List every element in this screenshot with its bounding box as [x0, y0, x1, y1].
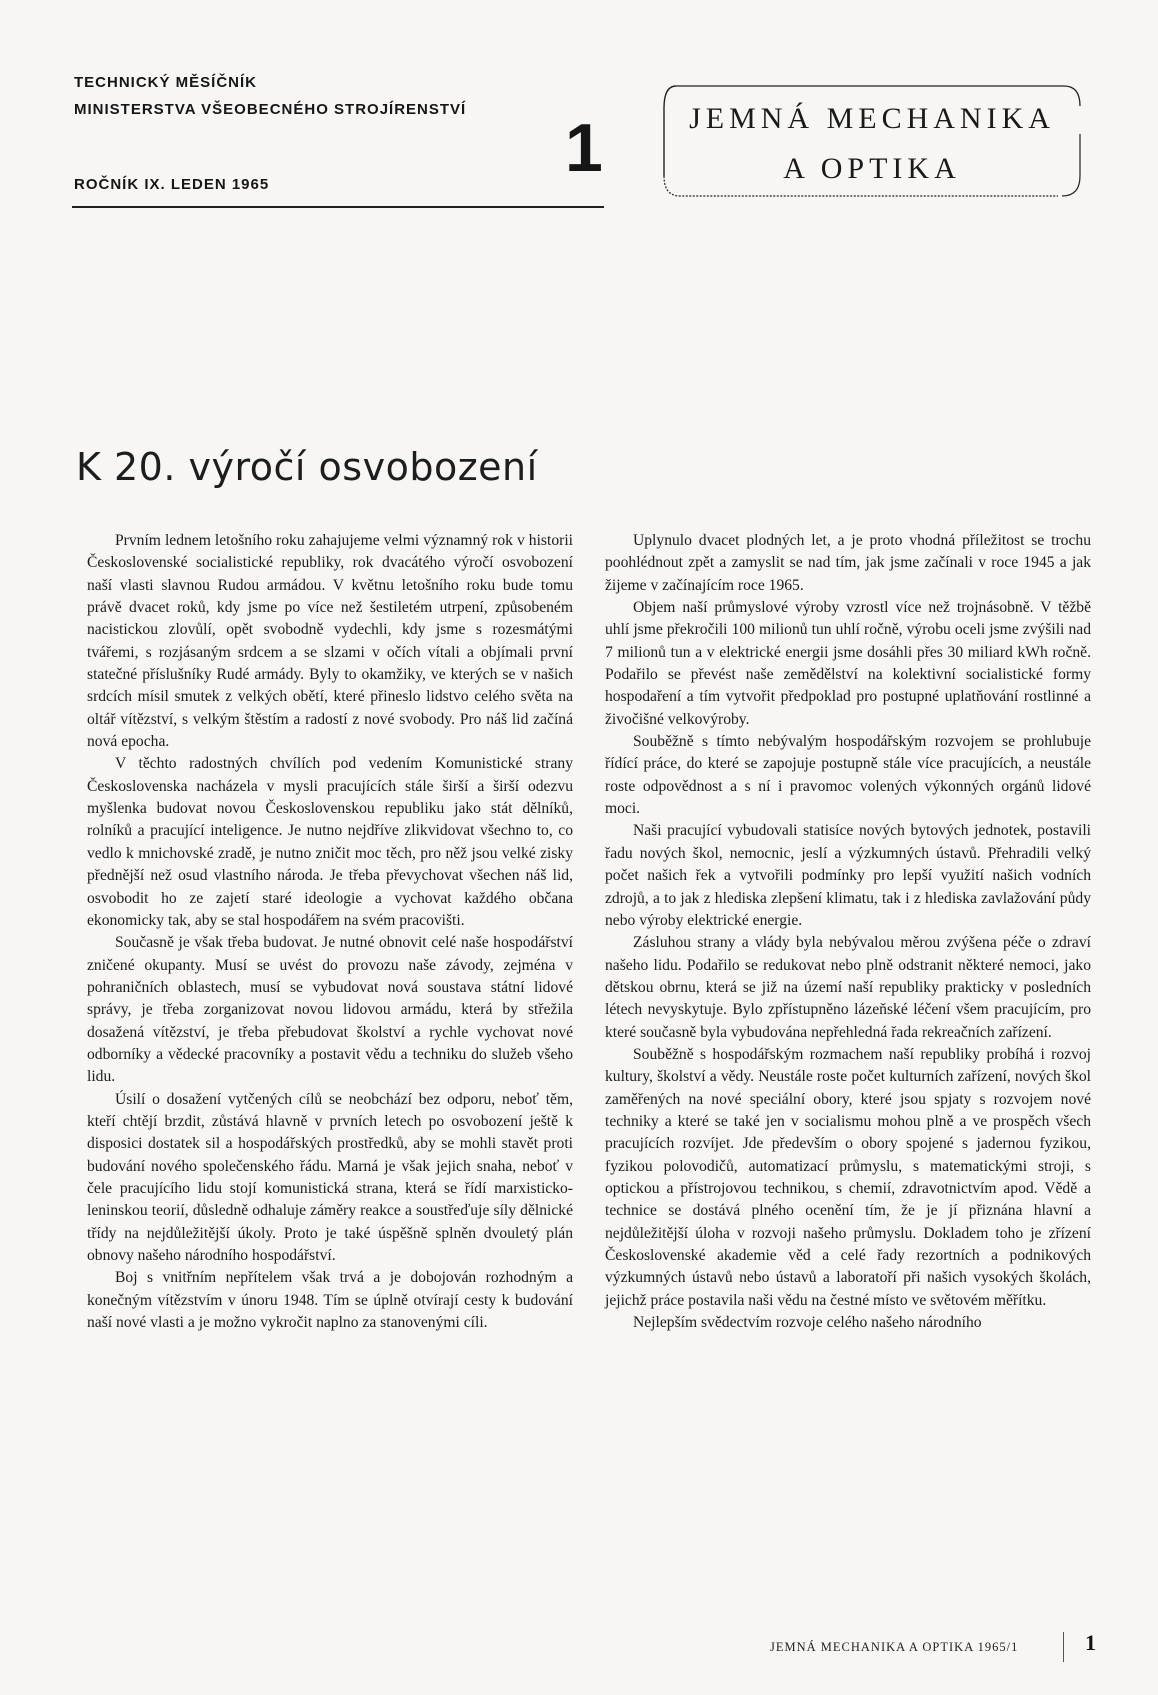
article-headline: K 20. výročí osvobození [76, 445, 538, 489]
footer-divider [1063, 1632, 1064, 1662]
paragraph: Boj s vnitřním nepřítelem však trvá a je dobojován rozhodným a konečným vítězstvím v únoru 1948. Tím se úplně otvírají cesty k budování naší nové vlasti a je možno vykročit naplno za stanovenými cíli. [87, 1269, 573, 1332]
left-column [87, 530, 573, 1334]
right-column [605, 530, 1091, 1334]
paragraph: Uplynulo dvacet plodných let, a je proto vhodná příležitost se trochu poohlédnout zpět a zamyslit se nad tím, jak jsme začínali v roce 1945 a jak žijeme v začínajícím roce 1965. [605, 532, 1091, 594]
running-footer: JEMNÁ MECHANIKA A OPTIKA 1965/1 [770, 1640, 1019, 1654]
paragraph: Nejlepším svědectvím rozvoje celého našeho národního [633, 1314, 982, 1332]
publisher-line-1: TECHNICKÝ MĚSÍČNÍK [74, 74, 258, 91]
header-rule [72, 206, 604, 208]
paragraph: V těchto radostných chvílích pod vedením Komunistické strany Československa nacházela v mysli pracujících stále širší a širší odezvu myšlenka budovat novou Československou republiku jako stát dělníků, rolníků a pracující inteligence. Je nutno nejdříve zlikvidovat všechno to, co vedlo k mnichovské zradě, je nutno zničit moc těch, pro něž jsou velké zisky přednější než osud vlastního národa. Je třeba převychovat všechen náš lid, osvobodit ho ze zajetí staré ideologie a vychovat každého občana ekonomicky tak, aby se stal hospodářem na svém pracovišti. [87, 755, 573, 929]
paragraph: Objem naší průmyslové výroby vzrostl více než trojnásobně. V těžbě uhlí jsme překročili 100 milionů tun uhlí ročně, výrobu oceli jsme zvýšili nad 7 milionů tun a v elektrické energii jsme dosáhli přes 30 miliard kWh ročně. Podařilo se převést naše zemědělství na kolektivní socialistické formy hospodaření a tím vytvořit předpoklad pro postupné uplatňování rostlinné a živočišné velkovýroby. [605, 599, 1091, 728]
page-number: 1 [1085, 1630, 1096, 1655]
paragraph: Současně je však třeba budovat. Je nutné obnovit celé naše hospodářství zničené okupanty. Musí se uvést do provozu naše závody, zejména v pohraničních oblastech, musí se vybudovat nová soustava státní lidové správy, je třeba zorganizovat novou lidovou armádu, která by střežila dosažená vítězství, je třeba přebudovat školství a rychle vychovat nové odborníky a vědecké pracovníky a postavit vědu a techniku do služeb všeho lidu. [87, 934, 573, 1086]
paragraph: Zásluhou strany a vlády byla nebývalou měrou zvýšena péče o zdraví našeho lidu. Podařilo se redukovat nebo plně odstranit některé nemoci, jako dětskou obrnu, která se již na území naší republiky prakticky v posledních létech nevyskytuje. Bylo zpřístupněno lázeňské léčení všem pracujícím, pro které současně byla vybudována nepřehledná řada rekreačních zařízení. [605, 934, 1091, 1041]
journal-title-box [662, 78, 1082, 204]
paragraph: Úsilí o dosažení vytčených cílů se neobchází bez odporu, neboť těm, kteří chtějí brzdit, zůstává hlavně v prvních letech po osvobození ještě k disposici dostatek sil a hospodářských prostředků, aby se mohli stavět proti budování nového společenského řádu. Marná je však jejich snaha, neboť v čele pracujícího lidu stojí komunistická strana, která se řídí marxisticko-leninskou teorií, důsledně odhaluje záměry reakce a soustřeďuje síly dělnické třídy na nejdůležitější úkoly. Proto je také úspěšně splněn dvouletý plán obnovy našeho národního hospodářství. [87, 1090, 573, 1264]
journal-title-line-1: JEMNÁ MECHANIKA [689, 102, 1055, 135]
issue-number: 1 [565, 110, 603, 186]
publisher-line-2: MINISTERSTVA VŠEOBECNÉHO STROJÍRENSTVÍ [74, 101, 467, 118]
paragraph: Naši pracující vybudovali statisíce nových bytových jednotek, postavili řadu nových škol, nemocnic, jeslí a výzkumných ústavů. Přehradili velký počet našich řek a vytvořili podmínky pro lepší využití našich vodních zdrojů, a to jak z hlediska zlepšení klimatu, tak i z hlediska zavlažování půdy nebo výroby elektrické energie. [605, 822, 1091, 929]
paragraph: Souběžně s tímto nebývalým hospodářským rozvojem se prohlubuje řídící práce, do které se zapojuje postupně stále více pracujících, a neustále roste odpovědnost a s ní i pravomoc volených výkonných orgánů lidové moci. [605, 733, 1091, 818]
paragraph: Prvním lednem letošního roku zahajujeme velmi významný rok v historii Československé socialistické republiky, rok dvacátého výročí osvobození naší vlasti slavnou Rudou armádou. V květnu letošního roku bude tomu právě dvacet roků, kdy jsme po více než šestiletém utrpení, způsobeném nacistickou zlovůlí, opět svobodně vydechli, kdy jsme s rozesmátými tvářemi, s rozjásaným srdcem a se slzami v očích vítali a objímali první statečné příslušníky Rudé armády. Byly to okamžiky, ve kterých se v našich srdcích mísil smutek z velkých obětí, které přineslo lidstvo celého světa na oltář vítězství, s velkým štěstím a radostí z nové svobody. Pro náš lid začíná nová epocha. [87, 532, 573, 751]
volume-date-line: ROČNÍK IX. LEDEN 1965 [74, 176, 270, 193]
journal-title-line-2: A OPTIKA [783, 152, 961, 185]
paragraph: Souběžně s hospodářským rozmachem naší republiky probíhá i rozvoj kultury, školství a vědy. Neustále roste počet kulturních zařízení, nových škol zaměřených na nové speciální obory, které jsou spjaty s rozvojem nové techniky a které se také jen v socialismu mohou plně a ve prospěch všech pracujících rozvíjet. Jde především o obory spojené s jadernou fyzikou, fyzikou polovodičů, automatizací průmyslu, s matematickými stroji, s optickou a přístrojovou technikou, s chemií, zdravotnictvím apod. Vědě a technice se dostává plného ocenění tím, že je jí přiznána hlavní a nejdůležitější úloha v rozvoji našeho průmyslu. Dokladem toho je zřízení Československé akademie věd a celé řady rezortních a podnikových výzkumných ústavů nebo ústavů a laboratoří při našich vysokých školách, jejichž práce postavila naši vědu na čestné místo ve světovém měřítku. [605, 1045, 1091, 1309]
